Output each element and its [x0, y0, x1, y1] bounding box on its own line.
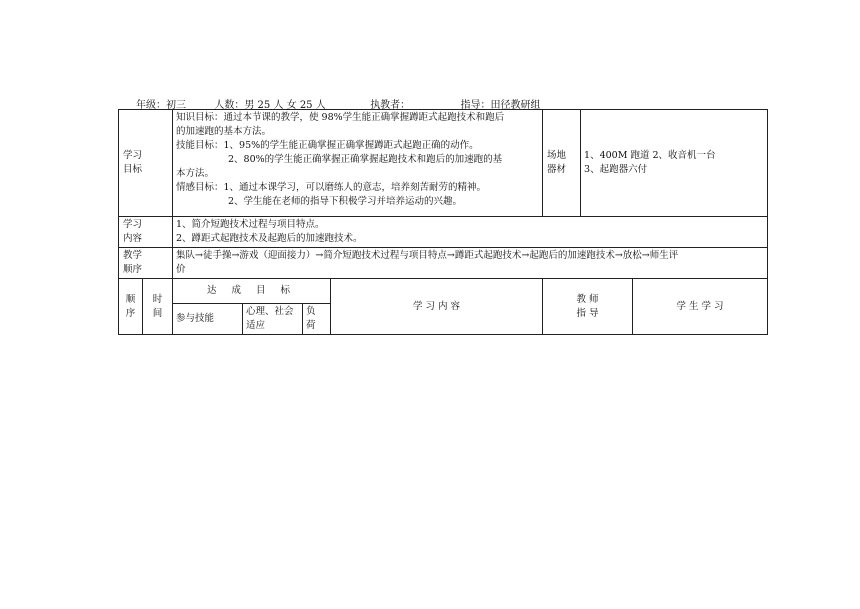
student-count: 人数：男 25 人 女 25 人	[214, 100, 326, 111]
psych-header: 心理、社会 适应	[243, 304, 303, 335]
content-text	[173, 217, 768, 248]
order-header: 顺 序	[119, 279, 143, 335]
objectives-label: 学习 目标	[119, 110, 173, 217]
column-header-row	[119, 279, 768, 304]
lesson-plan-table	[118, 109, 768, 335]
sequence-text	[173, 248, 768, 279]
sequence-line: 集队→徒手操→游戏（迎面接力）→简介短跑技术过程与项目特点→蹲距式起跑技术→起跑后的加速跑技术→放松→师生评	[176, 250, 679, 261]
load-header: 负 荷	[303, 304, 331, 335]
venue-text	[581, 110, 768, 217]
time-header: 时 间	[143, 279, 173, 335]
advisor-label: 指导：田径教研组	[460, 100, 541, 111]
sequence-line: 价	[176, 264, 186, 275]
sequence-row	[119, 248, 768, 279]
objective-line: 本方法。	[176, 168, 215, 179]
participation-header: 参与技能	[173, 304, 243, 335]
goals-header: 达 成 目 标	[173, 279, 331, 304]
content-line: 1、简介短跑技术过程与项目特点。	[176, 219, 325, 230]
student-learning-header: 学 生 学 习	[633, 279, 768, 335]
objective-line: 2、学生能在老师的指导下积极学习并培养运动的兴趣。	[228, 196, 463, 207]
venue-line: 3、起跑器六付	[584, 164, 648, 175]
content-label: 学习 内容	[119, 217, 173, 248]
content-line: 2、蹲距式起跑技术及起跑后的加速跑技术。	[176, 233, 363, 244]
teacher-label: 执教者：	[370, 100, 411, 111]
objective-line: 情感目标：1、通过本课学习，可以磨练人的意志，培养刻苦耐劳的精神。	[176, 182, 487, 193]
venue-label: 场地 器材	[543, 110, 581, 217]
grade-label: 年级：初三	[136, 100, 186, 111]
teacher-guidance-header: 教 师 指 导	[543, 279, 633, 335]
sequence-label: 教学 顺序	[119, 248, 173, 279]
objectives-text	[173, 110, 543, 217]
learning-content-header: 学 习 内 容	[331, 279, 543, 335]
objective-line: 知识目标：通过本节课的教学，使 98%学生能正确掌握蹲距式起跑技术和跑后	[176, 112, 505, 123]
objectives-row	[119, 110, 768, 217]
objective-line: 技能目标：1、95%的学生能正确掌握正确掌握蹲距式起跑正确的动作。	[176, 140, 479, 151]
objective-line: 的加速跑的基本方法。	[176, 126, 272, 137]
content-row	[119, 217, 768, 248]
venue-line: 1、400M 跑道 2、收音机一台	[584, 150, 716, 161]
objective-line: 2、80%的学生能正确掌握正确掌握起跑技术和跑后的加速跑的基	[228, 154, 503, 165]
